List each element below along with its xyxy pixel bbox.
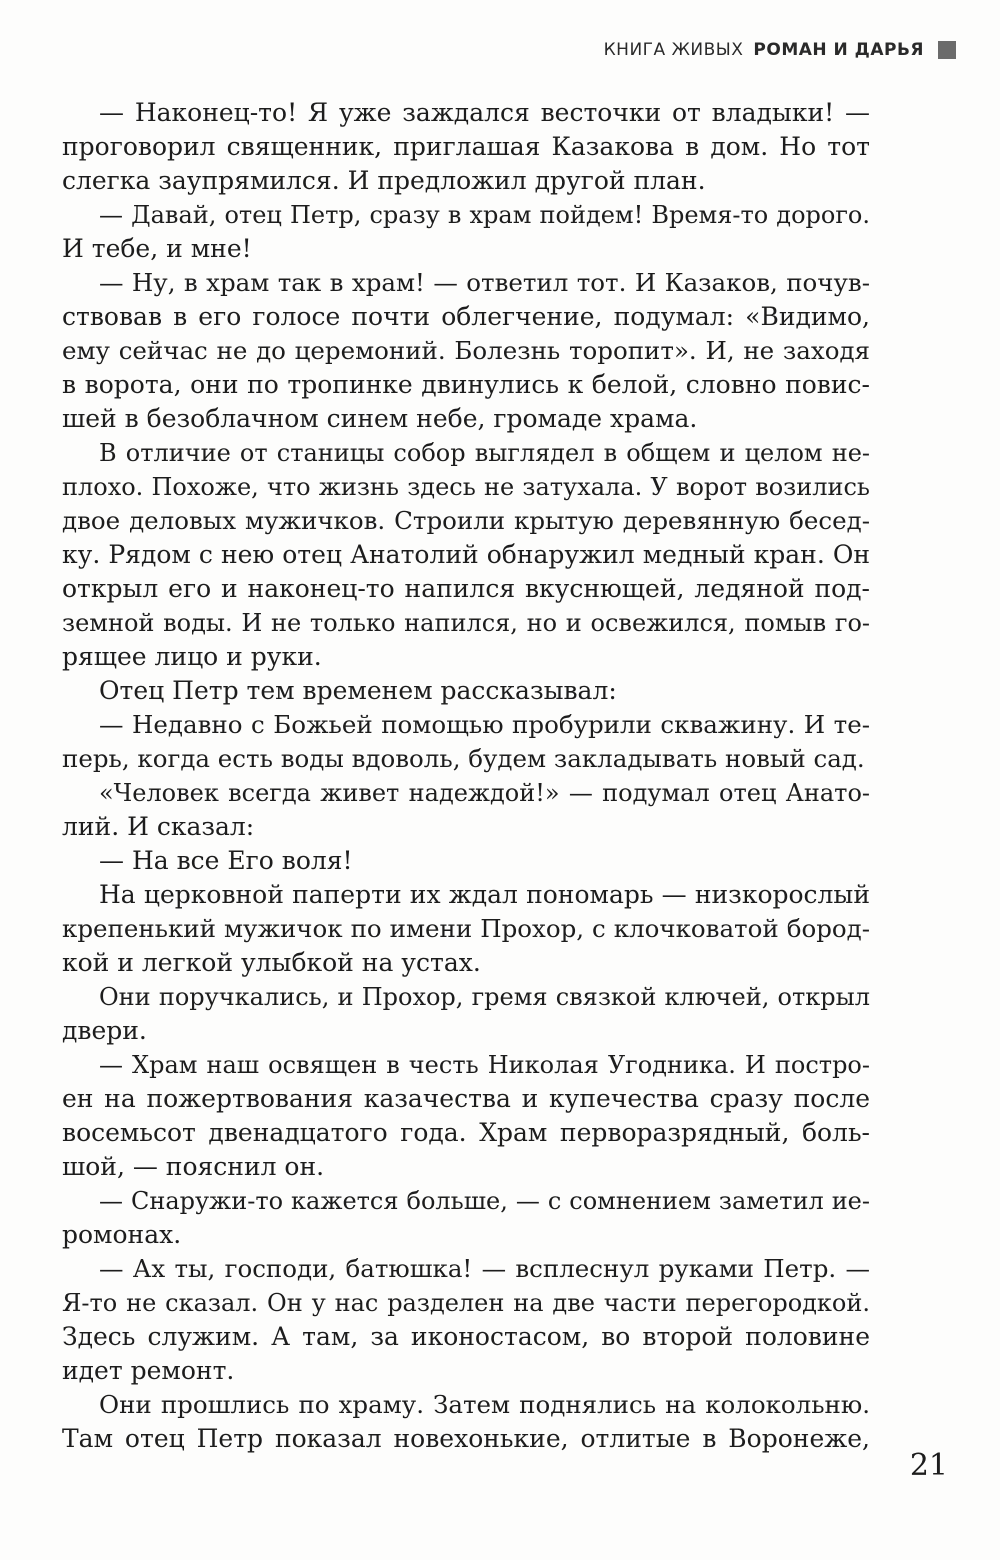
text-line: — На все Его воля! <box>99 846 353 875</box>
text-line: Там отец Петр показал новехонькие, отлитые в Воронеже, <box>62 1424 870 1453</box>
text-line: И тебе, и мне! <box>62 234 252 263</box>
text-line: Я-то не сказал. Он у нас разделен на две части перегородкой. <box>62 1289 870 1317</box>
text-line: ствовав в его голосе почти облегчение, подумал: «Видимо, <box>62 302 870 331</box>
chapter-title: РОМАН И ДАРЬЯ <box>753 40 924 60</box>
text-line: в ворота, они по тропинке двинулись к белой, словно повис- <box>62 370 870 399</box>
body-text <box>62 96 870 1456</box>
text-line: перь, когда есть воды вдоволь, будем закладывать новый сад. <box>62 744 865 773</box>
text-line: — Недавно с Божьей помощью пробурили скважину. И те- <box>99 710 870 739</box>
running-head <box>604 40 956 60</box>
text-line: Здесь служим. А там, за иконостасом, во второй половине <box>62 1322 870 1351</box>
text-line: лий. И сказал: <box>62 812 255 841</box>
text-line: ромонах. <box>62 1220 182 1249</box>
text-line: Они поручкались, и Прохор, гремя связкой ключей, открыл <box>99 983 870 1011</box>
text-line: шой, — пояснил он. <box>62 1152 325 1181</box>
text-line: плохо. Похоже, что жизнь здесь не затухала. У ворот возились <box>62 473 870 501</box>
section-marker-icon <box>938 41 956 59</box>
text-line: — Ах ты, господи, батюшка! — всплеснул руками Петр. — <box>99 1254 870 1283</box>
text-line: ему сейчас не до церемоний. Болезнь торопит». И, не заходя <box>62 336 870 365</box>
text-line: «Человек всегда живет надеждой!» — подумал отец Анато- <box>99 779 870 807</box>
text-line: ен на пожертвования казачества и купечества сразу после <box>62 1084 870 1113</box>
book-title: КНИГА ЖИВЫХ <box>603 40 744 60</box>
text-line: Они прошлись по храму. Затем поднялись на колокольню. <box>99 1390 870 1419</box>
text-line: рящее лицо и руки. <box>62 642 322 671</box>
text-line: кой и легкой улыбкой на устах. <box>62 948 481 977</box>
text-line: открыл его и наконец-то напился вкуснющей, ледяной под- <box>62 574 870 603</box>
text-line: шей в безоблачном синем небе, громаде храма. <box>62 404 698 433</box>
text-line: слегка заупрямился. И предложил другой план. <box>62 166 706 195</box>
text-line: Отец Петр тем временем рассказывал: <box>99 676 617 705</box>
text-line: — Ну, в храм так в храм! — ответил тот. И Казаков, почув- <box>99 268 870 297</box>
page-number: 21 <box>909 1448 948 1483</box>
text-line: проговорил священник, приглашая Казакова в дом. Но тот <box>62 132 870 161</box>
text-line: идет ремонт. <box>62 1356 235 1385</box>
text-line: — Давай, отец Петр, сразу в храм пойдем! Время-то дорого. <box>99 201 870 229</box>
text-line: — Храм наш освящен в честь Николая Угодника. И постро- <box>99 1051 870 1079</box>
text-line: — Снаружи-то кажется больше, — с сомнением заметил ие- <box>99 1187 870 1215</box>
text-line: двери. <box>62 1016 147 1045</box>
text-line: крепенький мужичок по имени Прохор, с клочковатой бород- <box>62 914 870 943</box>
text-line: На церковной паперти их ждал пономарь — низкорослый <box>99 880 870 909</box>
text-line: В отличие от станицы собор выглядел в общем и целом не- <box>99 439 870 467</box>
text-line: земной воды. И не только напился, но и освежился, помыв го- <box>62 609 870 637</box>
text-line: ку. Рядом с нею отец Анатолий обнаружил медный кран. Он <box>62 540 870 569</box>
text-line: восемьсот двенадцатого года. Храм перворазрядный, боль- <box>62 1118 870 1147</box>
text-line: двое деловых мужичков. Строили крытую деревянную бесед- <box>62 506 870 535</box>
text-line: — Наконец-то! Я уже заждался весточки от владыки! — <box>99 98 870 127</box>
